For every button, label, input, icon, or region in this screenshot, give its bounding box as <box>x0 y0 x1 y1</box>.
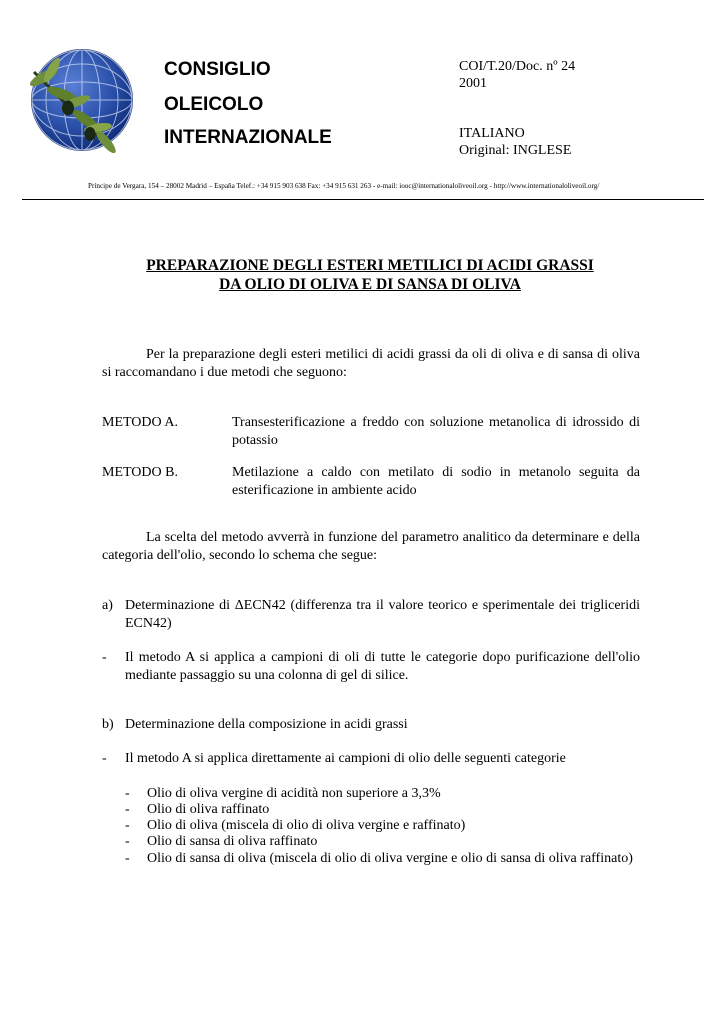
section-a-marker: a) <box>102 598 113 613</box>
method-a-text: Transesterificazione a freddo con soluzione metanolica di idrossido di potassio <box>232 415 640 448</box>
section-a-dash: - <box>102 650 107 665</box>
category-bullet: - <box>125 851 130 866</box>
org-name-line3: INTERNAZIONALE <box>164 127 332 148</box>
category-item: Olio di sansa di oliva raffinato <box>147 834 318 849</box>
method-b-text: Metilazione a caldo con metilato di sodio in metanolo seguita da esterificazione in ambiente acido <box>232 465 640 498</box>
section-b-dash: - <box>102 751 107 766</box>
org-name-line2: OLEICOLO <box>164 94 264 115</box>
intro-paragraph: Per la preparazione degli esteri metilici di acidi grassi da oli di oliva e di sansa di oliva si raccomandano i due metodi che seguono: <box>102 347 640 380</box>
category-bullet: - <box>125 818 130 833</box>
address-line: Príncipe de Vergara, 154 – 28002 Madrid – España Telef.: +34 915 903 638 Fax: +34 915 631 263 - e-mail: iooc@internationaloliveoil.org - http://www.internationaloliveoil.org/ <box>88 182 600 190</box>
org-name-line1: CONSIGLIO <box>164 59 271 80</box>
category-item: Olio di oliva raffinato <box>147 802 270 817</box>
section-a-text: Determinazione di ΔECN42 (differenza tra il valore teorico e sperimentale dei trigliceridi ECN42) <box>125 598 640 631</box>
section-b-text: Determinazione della composizione in acidi grassi <box>125 717 408 732</box>
section-b-marker: b) <box>102 717 114 732</box>
document-title-line1: PREPARAZIONE DEGLI ESTERI METILICI DI ACIDI GRASSI <box>146 257 594 274</box>
method-b-label: METODO B. <box>102 465 178 480</box>
doc-language: ITALIANO <box>459 126 525 141</box>
category-item: Olio di oliva (miscela di olio di oliva vergine e raffinato) <box>147 818 466 833</box>
doc-original-language: Original: INGLESE <box>459 143 572 158</box>
section-a-dash-text: Il metodo A si applica a campioni di oli di tutte le categorie dopo purificazione dell'olio mediante passaggio su una colonna di gel di silice. <box>125 650 640 683</box>
section-b-dash-text: Il metodo A si applica direttamente ai campioni di olio delle seguenti categorie <box>125 751 566 766</box>
category-item: Olio di oliva vergine di acidità non superiore a 3,3% <box>147 786 441 801</box>
coi-logo <box>24 42 134 162</box>
document-title-line2: DA OLIO DI OLIVA E DI SANSA DI OLIVA <box>219 276 521 293</box>
doc-year: 2001 <box>459 76 487 91</box>
category-bullet: - <box>125 786 130 801</box>
method-a-label: METODO A. <box>102 415 178 430</box>
category-bullet: - <box>125 834 130 849</box>
header-divider <box>22 199 704 200</box>
choice-paragraph: La scelta del metodo avverrà in funzione del parametro analitico da determinare e della categoria dell'olio, secondo lo schema che segue: <box>102 530 640 563</box>
category-bullet: - <box>125 802 130 817</box>
category-item: Olio di sansa di oliva (miscela di olio di oliva vergine e olio di sansa di oliva raffinato) <box>147 851 633 866</box>
doc-reference: COI/T.20/Doc. nº 24 <box>459 59 576 74</box>
